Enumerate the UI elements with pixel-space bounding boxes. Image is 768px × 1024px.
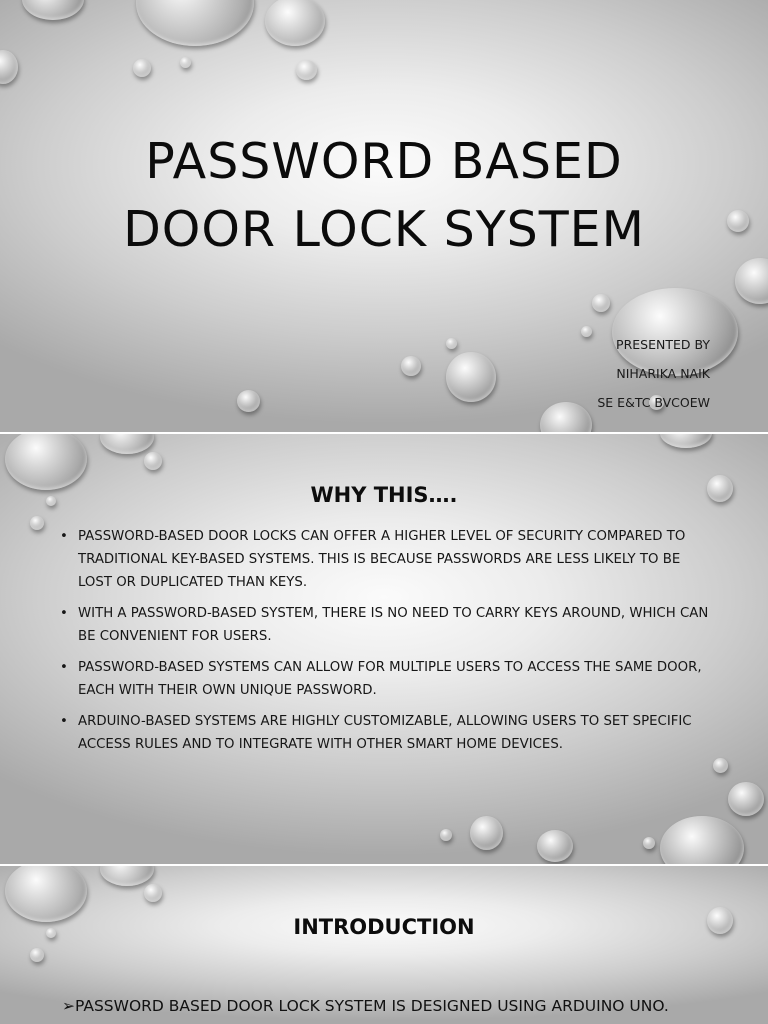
list-item: • WITH A PASSWORD-BASED SYSTEM, THERE IS NO NEED TO CARRY KEYS AROUND, WHICH CAN BE CONVENIENT FOR USERS. [60,602,710,648]
introduction-slide [0,866,768,1024]
water-drop-decoration [660,434,712,448]
water-drop-decoration [30,516,44,530]
list-item: • ARDUINO-BASED SYSTEMS ARE HIGHLY CUSTOMIZABLE, ALLOWING USERS TO SET SPECIFIC ACCESS RULES AND TO INTEGRATE WITH OTHER SMART HOME DEVICES. [60,710,710,756]
water-drop-decoration [180,57,191,68]
presenter-affiliation: SE E&TC BVCOEW [597,395,710,410]
water-drop-decoration [440,829,452,841]
water-drop-decoration [144,884,162,902]
water-drop-decoration [22,0,84,20]
water-drop-decoration [735,258,768,304]
water-drop-decoration [0,50,18,84]
water-drop-decoration [30,948,44,962]
title-line-2: DOOR LOCK SYSTEM [123,201,645,258]
title-slide [0,0,768,432]
water-drop-decoration [446,352,496,402]
water-drop-decoration [470,816,503,850]
water-drop-decoration [401,356,421,376]
presenter-name: NIHARIKA NAIK [616,366,710,381]
arrow-bullet-item: ➢PASSWORD BASED DOOR LOCK SYSTEM IS DESIGNED USING ARDUINO UNO. [62,997,669,1015]
water-drop-decoration [728,782,764,816]
presentation-title [0,128,768,264]
water-drop-decoration [713,758,728,773]
list-item: • PASSWORD-BASED SYSTEMS CAN ALLOW FOR MULTIPLE USERS TO ACCESS THE SAME DOOR, EACH WITH THEIR OWN UNIQUE PASSWORD. [60,656,710,702]
why-this-slide [0,434,768,864]
water-drop-decoration [136,0,254,46]
water-drop-decoration [237,390,260,412]
presenter-info [510,330,710,417]
water-drop-decoration [296,60,317,80]
slide-heading: INTRODUCTION [293,915,475,939]
water-drop-decoration [5,434,87,490]
water-drop-decoration [537,830,573,862]
water-drop-decoration [592,294,610,312]
water-drop-decoration [265,0,325,46]
water-drop-decoration [100,866,154,886]
title-line-1: PASSWORD BASED [145,133,623,190]
list-item: • PASSWORD-BASED DOOR LOCKS CAN OFFER A HIGHER LEVEL OF SECURITY COMPARED TO TRADITIONAL KEY-BASED SYSTEMS. THIS IS BECAUSE PASSWORDS ARE LESS LIKELY TO BE LOST OR DUPLICATED THAN KEYS. [60,525,710,594]
water-drop-decoration [5,866,87,922]
water-drop-decoration [446,338,457,349]
water-drop-decoration [144,452,162,470]
water-drop-decoration [100,434,154,454]
slide-heading: WHY THIS…. [310,483,458,507]
water-drop-decoration [643,837,655,849]
bullet-list [60,525,710,764]
water-drop-decoration [660,816,744,864]
water-drop-decoration [133,59,151,77]
presenter-label: PRESENTED BY [616,337,710,352]
